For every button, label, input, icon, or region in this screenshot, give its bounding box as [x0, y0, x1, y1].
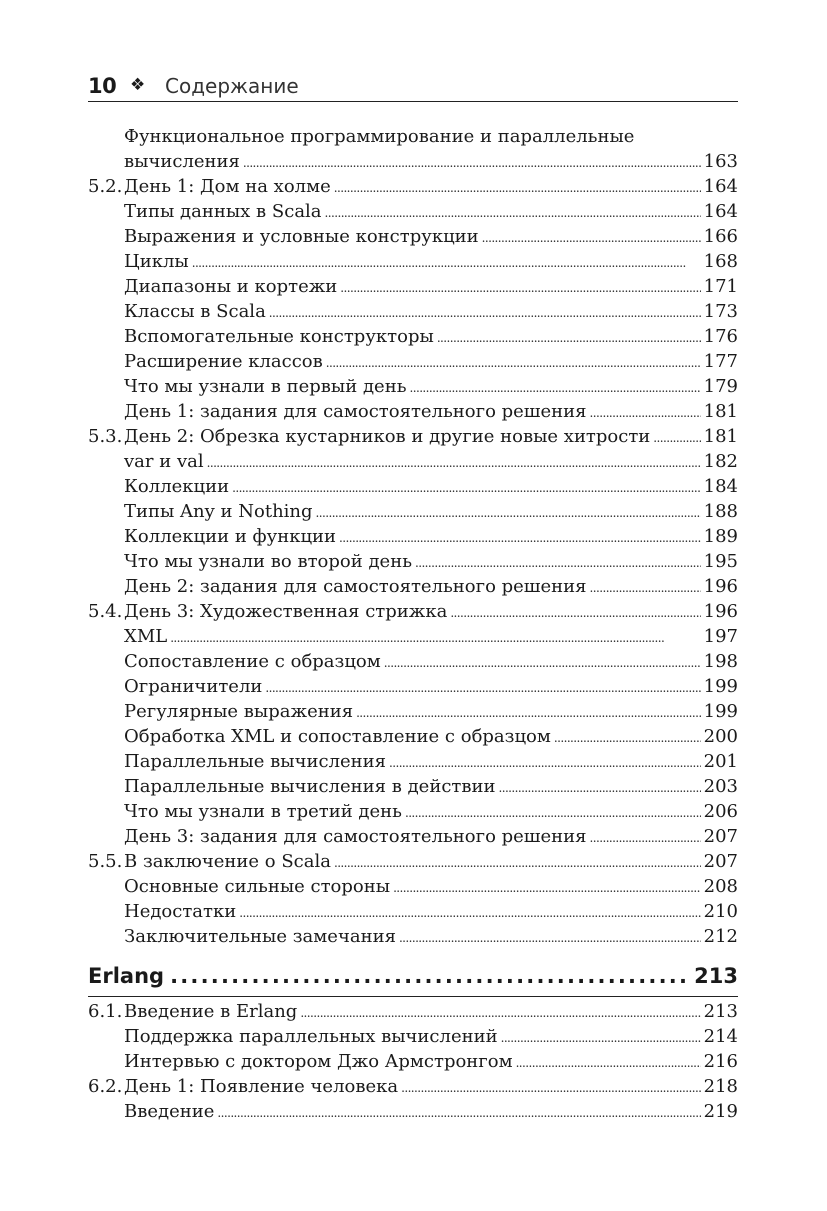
toc-entry-page: 216 — [703, 1051, 738, 1072]
toc-entry-body — [124, 174, 738, 201]
toc-entry-title: Интервью с доктором Джо Армстронгом — [124, 1051, 513, 1072]
toc-entry-body — [124, 399, 738, 426]
toc-entry-title: Расширение классов — [124, 351, 323, 372]
toc-entry-leader — [410, 376, 701, 401]
toc-entry — [88, 599, 738, 624]
toc-entry-leader — [356, 701, 701, 726]
toc-entry — [88, 499, 738, 524]
toc-entry — [88, 374, 738, 399]
toc-entry-body — [124, 424, 738, 451]
toc-entry-body — [124, 649, 738, 676]
toc-entry-number: 5.3. — [88, 426, 123, 447]
toc-entry-body — [124, 549, 738, 576]
toc-entry-title: Диапазоны и кортежи — [124, 276, 338, 297]
toc-entry-title: Что мы узнали в первый день — [124, 376, 407, 397]
toc-entry-body — [124, 124, 738, 149]
ornament-icon: ❖ — [130, 75, 146, 95]
toc-entry — [88, 799, 738, 824]
toc-entry-body — [124, 224, 738, 251]
toc-entry — [88, 924, 738, 949]
toc-entry-leader — [170, 626, 700, 651]
toc-entry — [88, 124, 738, 149]
toc-entry-page: 177 — [703, 351, 738, 372]
toc-entry-page: 203 — [703, 776, 738, 797]
toc-entry-page: 181 — [703, 401, 738, 422]
toc-entry-title: Параллельные вычисления в действии — [124, 776, 496, 797]
toc-entry-title: День 3: Художественная стрижка — [124, 601, 448, 622]
toc-entry — [88, 1049, 738, 1074]
chapter-page: 213 — [694, 964, 738, 988]
toc-entry-body — [124, 499, 738, 526]
toc-entry — [88, 474, 738, 499]
toc-entry-page: 164 — [703, 176, 738, 197]
toc-entry — [88, 224, 738, 249]
toc-entry-page: 196 — [703, 601, 738, 622]
toc-entry-body — [124, 924, 738, 951]
toc-entry-body — [124, 999, 738, 1026]
toc-entry-page: 199 — [703, 676, 738, 697]
toc-entry-title: Классы в Scala — [124, 301, 266, 322]
toc-entry-title: Обработка XML и сопоставление с образцом — [124, 726, 551, 747]
toc-entry — [88, 749, 738, 774]
toc-entry-title: Функциональное программирование и параллельные — [124, 126, 635, 147]
running-header — [88, 72, 738, 102]
toc-entry-body — [124, 474, 738, 501]
toc-entry — [88, 674, 738, 699]
toc-entry-leader — [243, 151, 701, 176]
toc-entry-page: 196 — [703, 576, 738, 597]
toc-entry-page: 208 — [703, 876, 738, 897]
toc-entry-leader — [450, 601, 700, 626]
toc-entry-page: 179 — [703, 376, 738, 397]
toc-entry — [88, 849, 738, 874]
toc-entry-body — [124, 674, 738, 701]
toc-entry-page: 219 — [703, 1101, 738, 1122]
toc-entry-page: 206 — [703, 801, 738, 822]
toc-entry-title: Циклы — [124, 251, 189, 272]
toc-entry-title: Недостатки — [124, 901, 237, 922]
toc-entry-page: 200 — [703, 726, 738, 747]
toc-entry — [88, 299, 738, 324]
toc-entry-body — [124, 874, 738, 901]
toc-entry-title: Что мы узнали в третий день — [124, 801, 402, 822]
toc-entry — [88, 574, 738, 599]
toc-entry-title: День 3: задания для самостоятельного решения — [124, 826, 587, 847]
toc-entry-title: Введение в Erlang — [124, 1001, 298, 1022]
toc-entry-body — [124, 724, 738, 751]
toc-entry-body — [124, 374, 738, 401]
toc-entry-title: День 1: задания для самостоятельного решения — [124, 401, 587, 422]
toc-entry-body — [124, 849, 738, 876]
toc-entry-body — [124, 324, 738, 351]
toc-entry-leader — [316, 501, 701, 526]
toc-entry-leader — [334, 176, 701, 201]
toc-entry-leader — [437, 326, 701, 351]
toc-entry-page: 212 — [703, 926, 738, 947]
toc-entry — [88, 624, 738, 649]
toc-entry-title: Ограничители — [124, 676, 263, 697]
toc-entry-title: В заключение о Scala — [124, 851, 331, 872]
toc-entry-page: 176 — [703, 326, 738, 347]
toc-entry — [88, 174, 738, 199]
toc-entry-title: XML — [124, 626, 168, 647]
toc-entry-title: Вспомогательные конструкторы — [124, 326, 434, 347]
toc-entry-number: 5.4. — [88, 601, 123, 622]
chapter-rule — [88, 996, 738, 997]
toc-entry-page: 195 — [703, 551, 738, 572]
toc-entry-leader — [399, 926, 701, 951]
toc-entry-leader — [265, 676, 700, 701]
toc-entry-leader — [501, 1026, 701, 1051]
toc-entry-title: var и val — [124, 451, 204, 472]
toc-entry-title: Типы Any и Nothing — [124, 501, 313, 522]
toc-entry-leader — [482, 226, 701, 251]
toc-entry — [88, 424, 738, 449]
toc-entry-page: 218 — [703, 1076, 738, 1097]
toc-entry — [88, 999, 738, 1024]
toc-entry-page: 164 — [703, 201, 738, 222]
toc-entry-page: 207 — [703, 826, 738, 847]
toc-entry-leader — [269, 301, 701, 326]
toc-entry-title: Типы данных в Scala — [124, 201, 322, 222]
toc-entry — [88, 699, 738, 724]
toc-entry — [88, 874, 738, 899]
toc-entry-body — [124, 699, 738, 726]
toc-entry-body — [124, 599, 738, 626]
toc-entry — [88, 274, 738, 299]
toc-entry-title: День 2: Обрезка кустарников и другие новые хитрости — [124, 426, 651, 447]
toc-entry-leader — [516, 1051, 701, 1076]
toc-entry — [88, 774, 738, 799]
toc-entry-title: Поддержка параллельных вычислений — [124, 1026, 498, 1047]
toc-entry-body — [124, 299, 738, 326]
toc-entry-title: Введение — [124, 1101, 215, 1122]
toc-entry-body — [124, 1099, 738, 1126]
toc-entry — [88, 199, 738, 224]
toc-entry-page: 168 — [703, 251, 738, 272]
header-rule — [88, 101, 738, 102]
toc-entry-page: 182 — [703, 451, 738, 472]
toc-entry-body — [124, 574, 738, 601]
toc-entry-body — [124, 449, 738, 476]
toc-entry-leader — [401, 1076, 701, 1101]
toc-entry-leader — [192, 251, 701, 276]
toc-entry-leader — [340, 276, 700, 301]
chapter-title: Erlang — [88, 964, 165, 988]
toc-entry-number: 5.2. — [88, 176, 123, 197]
toc-entry-page: 214 — [703, 1026, 738, 1047]
toc-entry-body — [124, 774, 738, 801]
toc-entry-leader — [590, 401, 701, 426]
page-number: 10 — [88, 74, 117, 98]
toc-entry-leader — [326, 351, 701, 376]
toc-entry-leader — [232, 476, 701, 501]
toc-entry-leader — [334, 851, 701, 876]
toc-entry-title: День 1: Появление человека — [124, 1076, 399, 1097]
toc-entry-leader — [339, 526, 701, 551]
toc-entry-body — [124, 799, 738, 826]
toc-entry-leader — [405, 801, 701, 826]
toc-entry-title: вычисления — [124, 151, 240, 172]
toc-entry — [88, 449, 738, 474]
toc-entry-body — [124, 249, 738, 276]
toc-entry — [88, 349, 738, 374]
toc-entry — [88, 399, 738, 424]
toc-entry-title: День 2: задания для самостоятельного решения — [124, 576, 587, 597]
toc-entry-page: 197 — [703, 626, 738, 647]
toc-entry-leader — [499, 776, 701, 801]
toc-entry-page: 213 — [703, 1001, 738, 1022]
chapter-leader — [170, 964, 688, 988]
toc-entry-title: Основные сильные стороны — [124, 876, 391, 897]
toc-entry-leader — [393, 876, 701, 901]
toc-entry — [88, 724, 738, 749]
toc-entry-leader — [590, 576, 701, 601]
toc-entry-leader — [590, 826, 701, 851]
toc-entry-title: Выражения и условные конструкции — [124, 226, 479, 247]
toc-entry-body — [124, 349, 738, 376]
toc-entry-number: 6.2. — [88, 1076, 123, 1097]
toc-entry-page: 163 — [703, 151, 738, 172]
toc-entry-leader — [300, 1001, 700, 1026]
chapter-heading — [88, 964, 738, 994]
section-title: Содержание — [165, 74, 299, 98]
toc-entry — [88, 249, 738, 274]
toc-entry-leader — [384, 651, 701, 676]
toc-entry-body — [124, 274, 738, 301]
toc-entry-body — [124, 749, 738, 776]
toc-entry — [88, 899, 738, 924]
toc-entry — [88, 524, 738, 549]
toc-entry-page: 189 — [703, 526, 738, 547]
toc-entry-page: 198 — [703, 651, 738, 672]
toc-entry-title: Что мы узнали во второй день — [124, 551, 412, 572]
toc-entry-body — [124, 524, 738, 551]
toc-entry-leader — [389, 751, 701, 776]
toc-entry-body — [124, 624, 738, 651]
toc-entry-title: Заключительные замечания — [124, 926, 396, 947]
toc-entry-page: 207 — [703, 851, 738, 872]
toc-entry-leader — [415, 551, 701, 576]
toc-entry-leader — [554, 726, 701, 751]
toc-entry-page: 199 — [703, 701, 738, 722]
toc-entry-leader — [653, 426, 700, 451]
toc-entry-page: 181 — [703, 426, 738, 447]
toc-entry-page: 210 — [703, 901, 738, 922]
toc-entry — [88, 824, 738, 849]
toc-entry-leader — [217, 1101, 700, 1126]
toc-entry-page: 173 — [703, 301, 738, 322]
toc-entry-page: 166 — [703, 226, 738, 247]
toc-entry — [88, 1074, 738, 1099]
toc-entry-title: Коллекции и функции — [124, 526, 337, 547]
toc-entry-body — [124, 1074, 738, 1101]
toc-entry-title: Регулярные выражения — [124, 701, 354, 722]
toc-entry-title: Параллельные вычисления — [124, 751, 387, 772]
toc-entry-body — [124, 149, 738, 176]
toc-entry — [88, 1099, 738, 1124]
toc-entry — [88, 149, 738, 174]
toc-entry-body — [124, 1024, 738, 1051]
toc-entry-body — [124, 899, 738, 926]
toc-entry-title: Коллекции — [124, 476, 230, 497]
toc-entry-title: Сопоставление с образцом — [124, 651, 381, 672]
toc-entry — [88, 549, 738, 574]
toc-entry-body — [124, 199, 738, 226]
toc-entry-page: 184 — [703, 476, 738, 497]
toc-entry-page: 171 — [703, 276, 738, 297]
toc-entry — [88, 324, 738, 349]
toc-entry-page: 201 — [703, 751, 738, 772]
toc-entry-leader — [239, 901, 700, 926]
toc-entry-number: 5.5. — [88, 851, 123, 872]
toc-entry — [88, 649, 738, 674]
toc-entry-leader — [325, 201, 701, 226]
toc-entry-title: День 1: Дом на холме — [124, 176, 331, 197]
toc-entry-body — [124, 824, 738, 851]
toc-entry-number: 6.1. — [88, 1001, 123, 1022]
toc-entry-page: 188 — [703, 501, 738, 522]
toc-entry-body — [124, 1049, 738, 1076]
toc-entry — [88, 1024, 738, 1049]
toc-entry-leader — [207, 451, 701, 476]
